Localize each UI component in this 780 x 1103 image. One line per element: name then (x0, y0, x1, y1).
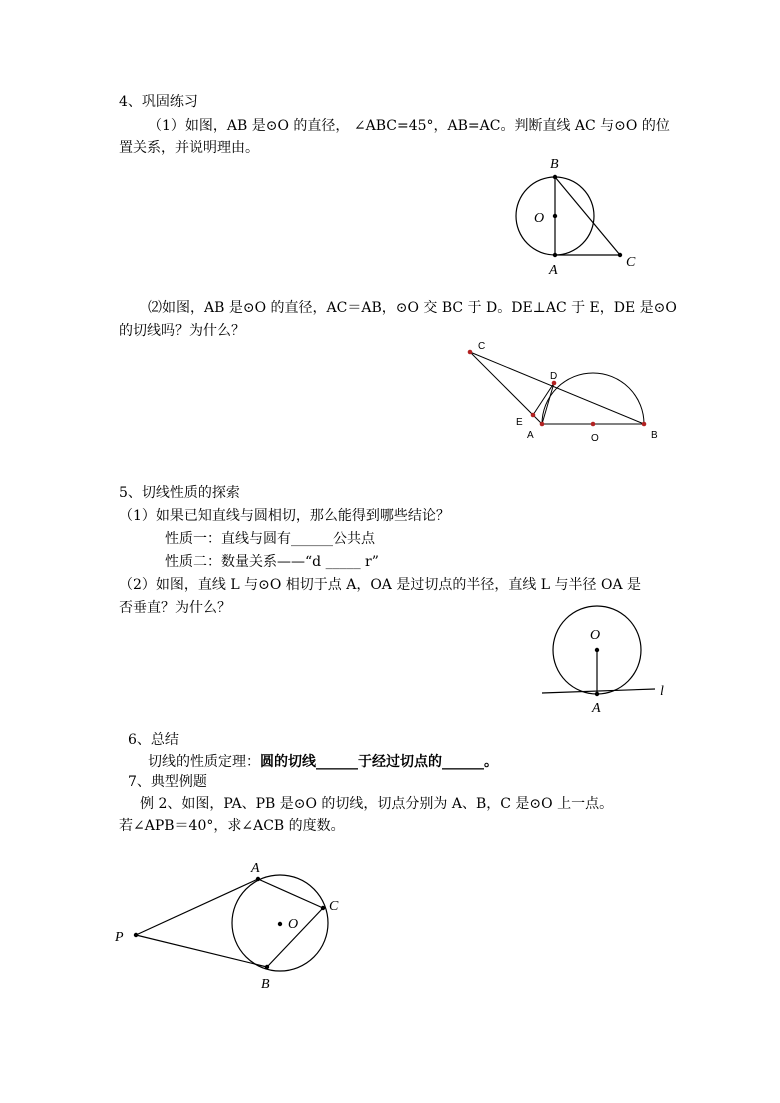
label-A: A (592, 701, 601, 716)
example-2-line1: 例 2、如图，PA、PB 是⊙O 的切线，切点分别为 A、B，C 是⊙O 上一点。 (140, 796, 614, 812)
property-2: 性质二：数量关系——“d _____ r” (165, 554, 379, 570)
label-B: B (261, 977, 270, 992)
figure-4-two-tangents (110, 855, 360, 1000)
label-C: C (626, 255, 636, 270)
theorem-line (148, 752, 498, 772)
label-C: C (329, 899, 339, 914)
problem-2-text-line1: ⑵如图，AB 是⊙O 的直径，AC＝AB，⊙O 交 BC 于 D。DE⊥AC 于 E，DE 是⊙O (148, 300, 677, 316)
section-5-question-2-line1: （2）如图，直线 L 与⊙O 相切于点 A，OA 是过切点的半径，直线 L 与半径 OA 是 (119, 577, 642, 593)
label-B: B (651, 430, 658, 441)
section-5-question-1: （1）如果已知直线与圆相切，那么能得到哪些结论？ (119, 508, 450, 524)
section-5-heading: 5、切线性质的探索 (119, 485, 240, 501)
label-O: O (591, 433, 599, 444)
label-A: A (527, 430, 534, 441)
figure-2-semicircle (460, 335, 680, 450)
section-6-heading: 6、总结 (128, 732, 179, 748)
section-5-question-2-line2: 否垂直？为什么？ (119, 600, 231, 616)
label-A: A (549, 263, 558, 278)
problem-1-text-line1: （1）如图，AB 是⊙O 的直径， ∠ABC=45°，AB=AC。判断直线 AC 与⊙O 的位 (148, 118, 670, 134)
label-P: P (115, 930, 124, 945)
problem-1-text-line2: 置关系，并说明理由。 (119, 140, 259, 156)
label-D: D (550, 371, 558, 382)
label-C: C (478, 341, 486, 352)
label-O: O (590, 628, 601, 643)
problem-2-text-line2: 的切线吗？为什么？ (119, 323, 245, 339)
theorem-prefix: 切线的性质定理： (148, 754, 260, 770)
figure-1-circle-tangent (500, 150, 660, 280)
figure-3-tangent-line (530, 600, 680, 720)
label-l: l (660, 684, 664, 699)
label-O: O (534, 211, 545, 226)
section-7-heading: 7、典型例题 (128, 774, 207, 790)
label-E: E (516, 417, 523, 428)
label-A: A (251, 861, 260, 876)
section-4-heading: 4、巩固练习 (119, 94, 198, 110)
example-2-line2: 若∠APB＝40°，求∠ACB 的度数。 (119, 818, 345, 834)
label-B: B (550, 157, 559, 172)
label-O: O (288, 917, 299, 932)
theorem-statement: 圆的切线______于经过切点的______。 (260, 754, 498, 770)
property-1: 性质一：直线与圆有______公共点 (165, 531, 375, 547)
